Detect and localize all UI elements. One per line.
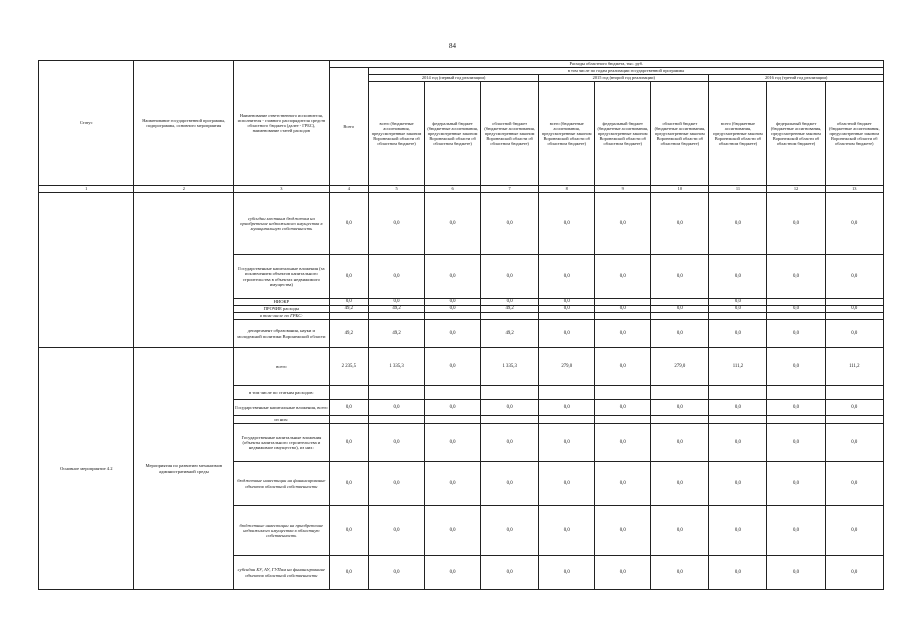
value-cell: 0,0 [425, 306, 481, 313]
value-cell: 0,0 [539, 255, 595, 299]
value-cell: 279,0 [539, 348, 595, 386]
value-cell: 0,0 [425, 299, 481, 306]
value-cell: 49,2 [481, 306, 539, 313]
header-year-2014: 2014 год (первый год реализации) [369, 75, 539, 82]
value-cell [651, 416, 709, 424]
col-number: 8 [539, 186, 595, 193]
value-cell: 0,0 [539, 306, 595, 313]
value-cell: 0,0 [651, 556, 709, 590]
header-2015-regional: областной бюджет (бюджетные ассигнования, предусмотренные законом Воронежской области об областном бюджете) [651, 82, 709, 186]
value-cell [369, 416, 425, 424]
value-cell: 0,0 [767, 400, 825, 416]
value-cell: 0,0 [595, 556, 651, 590]
value-cell: 0,0 [767, 506, 825, 556]
value-cell: 0,0 [481, 462, 539, 506]
col-number: 13 [825, 186, 883, 193]
value-cell: 0,0 [539, 193, 595, 255]
value-cell: 0,0 [329, 556, 368, 590]
row-description: из них: [234, 416, 329, 424]
value-cell: 0,0 [481, 193, 539, 255]
value-cell: 0,0 [595, 320, 651, 348]
value-cell: 0,0 [539, 462, 595, 506]
value-cell: 0,0 [651, 320, 709, 348]
value-cell: 0,0 [767, 556, 825, 590]
value-cell: 0,0 [369, 400, 425, 416]
value-cell: 0,0 [825, 462, 883, 506]
row-description: субсидии БУ, АУ, ГУПам на финансирование объектов областной собственности [234, 556, 329, 590]
value-cell: 0,0 [481, 506, 539, 556]
value-cell: 0,0 [709, 462, 767, 506]
value-cell [825, 416, 883, 424]
value-cell: 0,0 [369, 424, 425, 462]
value-cell: 1 335,3 [369, 348, 425, 386]
value-cell: 0,0 [825, 193, 883, 255]
row-description: всего [234, 348, 329, 386]
value-cell: 0,0 [481, 424, 539, 462]
value-cell: 0,0 [767, 193, 825, 255]
value-cell [767, 299, 825, 306]
header-2014-all: всего (бюджетные ассигнования, предусмотренные законом Воронежской области об областном бюджете) [369, 82, 425, 186]
value-cell: 0,0 [651, 400, 709, 416]
value-cell: 0,0 [329, 506, 368, 556]
value-cell: 49,2 [369, 306, 425, 313]
value-cell [651, 313, 709, 320]
header-program-name: Наименование государственной программы, подпрограммы, основного мероприятия [134, 61, 234, 186]
value-cell: 0,0 [539, 424, 595, 462]
value-cell [481, 386, 539, 400]
value-cell: 0,0 [709, 255, 767, 299]
value-cell [481, 416, 539, 424]
value-cell: 0,0 [709, 193, 767, 255]
col-number: 11 [709, 186, 767, 193]
value-cell: 0,0 [329, 299, 368, 306]
value-cell: 0,0 [425, 320, 481, 348]
header-2016-all: всего (бюджетные ассигнования, предусмотренные законом Воронежской области об областном бюджете) [709, 82, 767, 186]
row-description: бюджетные инвестиции на приобретение недвижимого имущества в областную собственность [234, 506, 329, 556]
header-status: Статус [39, 61, 134, 186]
value-cell: 0,0 [767, 306, 825, 313]
value-cell [595, 416, 651, 424]
activity-status: Основное мероприятие 4.2 [39, 348, 134, 590]
value-cell [539, 313, 595, 320]
page-number: 84 [449, 42, 456, 50]
value-cell: 0,0 [481, 556, 539, 590]
col-number: 3 [234, 186, 329, 193]
value-cell: 111,2 [709, 348, 767, 386]
col-number: 7 [481, 186, 539, 193]
value-cell: 0,0 [825, 306, 883, 313]
value-cell: 0,0 [425, 348, 481, 386]
row-description: бюджетные инвестиции на финансирование объектов областной собственности [234, 462, 329, 506]
value-cell: 0,0 [425, 506, 481, 556]
value-cell [767, 386, 825, 400]
value-cell: 0,0 [709, 299, 767, 306]
value-cell: 49,2 [481, 320, 539, 348]
value-cell: 0,0 [709, 556, 767, 590]
header-executor: Наименование ответственного исполнителя, исполнителя - главного распорядителя средств областного бюджета (далее - ГРБС), наименование статей расходов [234, 61, 329, 186]
value-cell: 0,0 [329, 400, 368, 416]
status-cell [39, 193, 134, 348]
value-cell [767, 416, 825, 424]
value-cell [369, 386, 425, 400]
header-year-2015: 2015 год (второй год реализации) [539, 75, 709, 82]
value-cell: 0,0 [651, 462, 709, 506]
table-row [39, 193, 884, 255]
value-cell [539, 386, 595, 400]
row-description: ПРОЧИЕ расходы [234, 306, 329, 313]
value-cell: 0,0 [767, 348, 825, 386]
row-description: Государственные капитальные вложения, всего [234, 400, 329, 416]
value-cell: 0,0 [539, 506, 595, 556]
value-cell: 0,0 [651, 255, 709, 299]
value-cell [651, 386, 709, 400]
header-by-years: в том числе по годам реализации государственной программы [369, 68, 884, 75]
value-cell: 279,0 [651, 348, 709, 386]
value-cell: 49,2 [369, 320, 425, 348]
value-cell: 0,0 [595, 506, 651, 556]
col-number: 9 [595, 186, 651, 193]
row-description: субсидии местным бюджетам на приобретение недвижимого имущества в муниципальную собственность [234, 193, 329, 255]
value-cell: 0,0 [595, 400, 651, 416]
value-cell: 0,0 [651, 306, 709, 313]
value-cell: 0,0 [825, 400, 883, 416]
value-cell: 0,0 [595, 255, 651, 299]
value-cell: 0,0 [369, 556, 425, 590]
value-cell [595, 386, 651, 400]
value-cell: 0,0 [369, 462, 425, 506]
value-cell [329, 313, 368, 320]
value-cell: 49,2 [329, 320, 368, 348]
value-cell: 0,0 [539, 400, 595, 416]
budget-table [38, 60, 884, 590]
value-cell: 0,0 [595, 348, 651, 386]
value-cell: 0,0 [425, 424, 481, 462]
value-cell [329, 386, 368, 400]
value-cell: 0,0 [369, 255, 425, 299]
col-number: 1 [39, 186, 134, 193]
value-cell [825, 386, 883, 400]
value-cell: 0,0 [369, 506, 425, 556]
col-number: 4 [329, 186, 368, 193]
value-cell: 0,0 [481, 255, 539, 299]
value-cell [369, 313, 425, 320]
value-cell: 0,0 [329, 255, 368, 299]
value-cell: 0,0 [329, 193, 368, 255]
program-cell [134, 193, 234, 348]
value-cell: 0,0 [825, 320, 883, 348]
col-number: 12 [767, 186, 825, 193]
value-cell: 1 335,3 [481, 348, 539, 386]
col-number: 6 [425, 186, 481, 193]
header-2016-regional: областной бюджет (бюджетные ассигнования, предусмотренные законом Воронежской области об областном бюджете) [825, 82, 883, 186]
value-cell [825, 313, 883, 320]
col-number: 5 [369, 186, 425, 193]
value-cell [425, 386, 481, 400]
value-cell: 49,2 [329, 306, 368, 313]
value-cell [539, 416, 595, 424]
value-cell: 0,0 [709, 506, 767, 556]
value-cell [651, 299, 709, 306]
value-cell [709, 386, 767, 400]
value-cell [481, 313, 539, 320]
table-row [39, 348, 884, 386]
row-description: департамент образования, науки и молодежной политики Воронежской области [234, 320, 329, 348]
value-cell: 0,0 [539, 320, 595, 348]
value-cell [329, 416, 368, 424]
value-cell: 0,0 [651, 424, 709, 462]
value-cell: 0,0 [767, 424, 825, 462]
header-total: Всего [329, 68, 368, 186]
row-description: в том числе по статьям расходов: [234, 386, 329, 400]
value-cell: 0,0 [481, 400, 539, 416]
value-cell: 111,2 [825, 348, 883, 386]
header-year-2016: 2016 год (третий год реализации) [709, 75, 884, 82]
value-cell: 0,0 [425, 462, 481, 506]
row-description: в том числе по ГРБС: [234, 313, 329, 320]
value-cell: 0,0 [595, 193, 651, 255]
value-cell: 0,0 [767, 462, 825, 506]
value-cell [425, 416, 481, 424]
value-cell [825, 299, 883, 306]
value-cell: 2 235,5 [329, 348, 368, 386]
value-cell: 0,0 [329, 462, 368, 506]
value-cell: 0,0 [651, 506, 709, 556]
value-cell [709, 313, 767, 320]
value-cell: 0,0 [481, 299, 539, 306]
header-2014-federal: федеральный бюджет (бюджетные ассигнования, предусмотренные законом Воронежской области об областном бюджете) [425, 82, 481, 186]
value-cell: 0,0 [825, 506, 883, 556]
value-cell: 0,0 [595, 462, 651, 506]
value-cell: 0,0 [425, 556, 481, 590]
header-expenses-title: Расходы областного бюджета, тыс. руб. [329, 61, 883, 68]
col-number: 10 [651, 186, 709, 193]
value-cell: 0,0 [825, 255, 883, 299]
header-2015-all: всего (бюджетные ассигнования, предусмотренные законом Воронежской области об областном бюджете) [539, 82, 595, 186]
value-cell [709, 416, 767, 424]
row-description: НИОКР [234, 299, 329, 306]
value-cell: 0,0 [425, 400, 481, 416]
value-cell: 0,0 [425, 193, 481, 255]
value-cell: 0,0 [369, 299, 425, 306]
header-2015-federal: федеральный бюджет (бюджетные ассигнования, предусмотренные законом Воронежской области об областном бюджете) [595, 82, 651, 186]
value-cell [595, 313, 651, 320]
value-cell: 0,0 [595, 424, 651, 462]
header-2016-federal: федеральный бюджет (бюджетные ассигнования, предусмотренные законом Воронежской области об областном бюджете) [767, 82, 825, 186]
value-cell: 0,0 [329, 424, 368, 462]
value-cell: 0,0 [825, 556, 883, 590]
value-cell [595, 299, 651, 306]
value-cell: 0,0 [425, 255, 481, 299]
value-cell [425, 313, 481, 320]
value-cell [767, 313, 825, 320]
value-cell: 0,0 [767, 255, 825, 299]
value-cell: 0,0 [709, 424, 767, 462]
header-2014-regional: областной бюджет (бюджетные ассигнования, предусмотренные законом Воронежской области об областном бюджете) [481, 82, 539, 186]
row-description: Государственные капитальные вложения (объекты капитального строительства и недвижимое имущество), из них: [234, 424, 329, 462]
col-number: 2 [134, 186, 234, 193]
value-cell: 0,0 [709, 400, 767, 416]
value-cell: 0,0 [369, 193, 425, 255]
activity-name: Мероприятия по развитию механизмов административной среды [134, 348, 234, 590]
value-cell: 0,0 [539, 556, 595, 590]
value-cell: 0,0 [709, 306, 767, 313]
row-description: Государственные капитальные вложения (за исключением объектов капитального строительства в объектах недвижимого имущества) [234, 255, 329, 299]
value-cell: 0,0 [767, 320, 825, 348]
value-cell: 0,0 [651, 193, 709, 255]
value-cell: 0,0 [825, 424, 883, 462]
value-cell: 0,0 [539, 299, 595, 306]
value-cell: 0,0 [709, 320, 767, 348]
value-cell: 0,0 [595, 306, 651, 313]
